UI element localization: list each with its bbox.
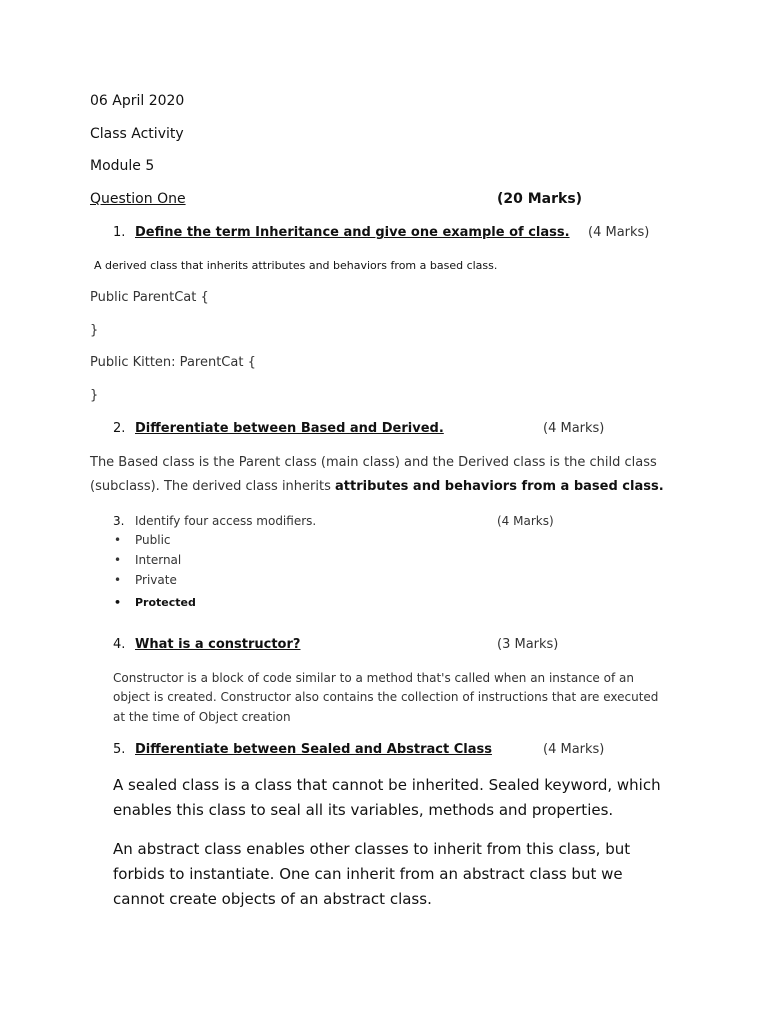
question-total-marks: (20 Marks)	[497, 191, 583, 207]
q5-marks: (4 Marks)	[543, 742, 605, 757]
q5-abstract-answer-line: cannot create objects of an abstract class.	[113, 890, 432, 908]
document-title: Class Activity	[90, 126, 184, 142]
code-line: Public Kitten: ParentCat {	[90, 355, 256, 370]
q1-answer: A derived class that inherits attributes and behaviors from a based class.	[94, 259, 498, 272]
q3-number: 3.	[113, 514, 125, 528]
question-heading: Question One	[90, 191, 186, 207]
list-item: • Protected	[135, 596, 196, 609]
q4-marks: (3 Marks)	[497, 637, 559, 652]
q2-answer-line: The Based class is the Parent class (main class) and the Derived class is the child class	[90, 455, 657, 470]
q1-number: 1.	[113, 225, 126, 240]
list-item: • Private	[135, 573, 177, 587]
document-date: 06 April 2020	[90, 93, 185, 109]
q4-answer-line: Constructor is a block of code similar to a method that's called when an instance of an	[113, 671, 634, 685]
q2-number: 2.	[113, 421, 126, 436]
q5-number: 5.	[113, 742, 126, 757]
q5-abstract-answer-line: forbids to instantiate. One can inherit from an abstract class but we	[113, 865, 623, 883]
q4-answer-line: object is created. Constructor also contains the collection of instructions that are executed	[113, 690, 659, 704]
q4-number: 4.	[113, 637, 126, 652]
q2-answer-plain: (subclass). The derived class inherits	[90, 479, 335, 494]
code-line: Public ParentCat {	[90, 290, 209, 305]
module-label: Module 5	[90, 158, 155, 174]
q5-sealed-answer-line: A sealed class is a class that cannot be inherited. Sealed keyword, which	[113, 776, 661, 794]
q2-answer-bold: attributes and behaviors from a based class.	[335, 479, 664, 494]
q2-answer-line	[90, 479, 664, 494]
q4-question: What is a constructor?	[135, 637, 301, 652]
code-line: }	[90, 388, 99, 403]
q2-marks: (4 Marks)	[543, 421, 605, 436]
list-item: • Public	[135, 533, 171, 547]
q5-sealed-answer-line: enables this class to seal all its variables, methods and properties.	[113, 801, 614, 819]
q1-question: Define the term Inheritance and give one example of class.	[135, 225, 570, 240]
q1-marks: (4 Marks)	[588, 225, 650, 240]
q2-question: Differentiate between Based and Derived.	[135, 421, 444, 436]
q4-answer-line: at the time of Object creation	[113, 710, 291, 724]
q3-marks: (4 Marks)	[497, 514, 554, 528]
list-item: • Internal	[135, 553, 181, 567]
q5-question: Differentiate between Sealed and Abstract Class	[135, 742, 492, 757]
code-line: }	[90, 323, 99, 338]
q5-abstract-answer-line: An abstract class enables other classes to inherit from this class, but	[113, 840, 631, 858]
q3-question: Identify four access modifiers.	[135, 514, 317, 528]
